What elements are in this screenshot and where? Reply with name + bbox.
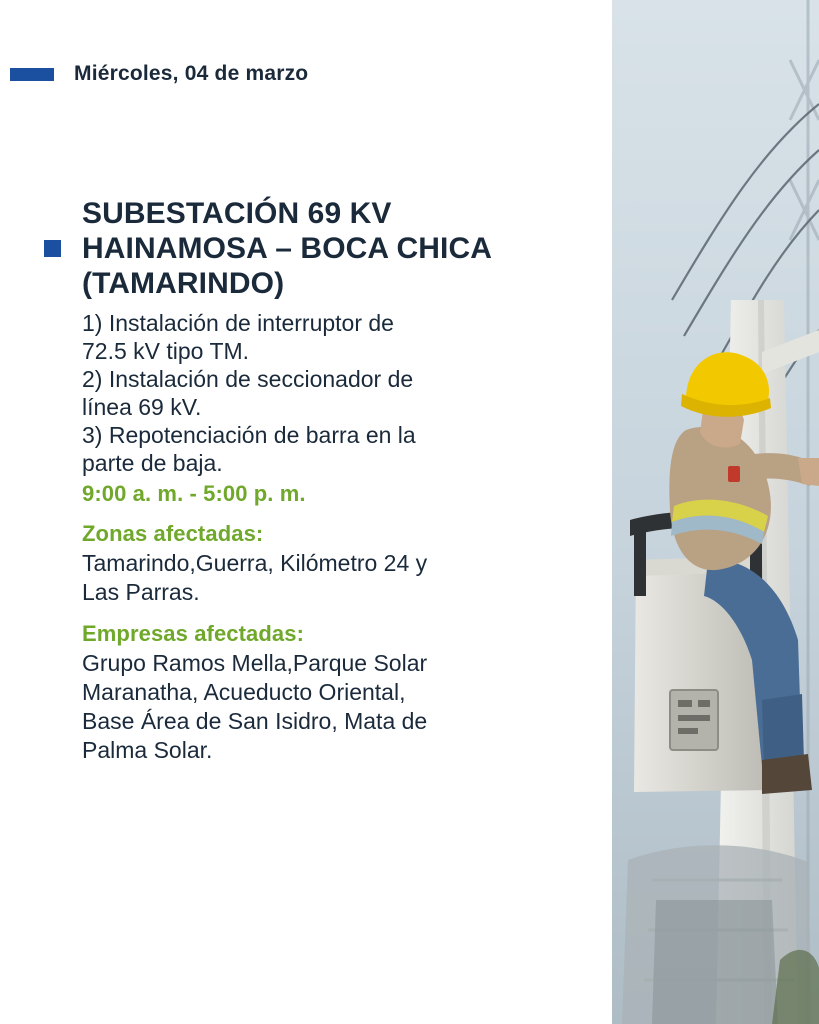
task-line: 72.5 kV tipo TM.: [82, 338, 250, 364]
task-line: 3) Repotenciación de barra en la: [82, 422, 416, 448]
zones-heading: Zonas afectadas:: [82, 521, 264, 546]
zones-section: [82, 521, 582, 607]
date-row: [0, 62, 308, 86]
companies-section: [82, 621, 582, 765]
zones-line: Tamarindo,Guerra, Kilómetro 24 y: [82, 550, 428, 576]
title-bullet-square: [44, 240, 61, 257]
zones-body: [82, 549, 582, 607]
photo-panel: [612, 0, 819, 1024]
title-line-3: (TAMARINDO): [82, 267, 285, 300]
date-label: Miércoles, 04 de marzo: [74, 62, 309, 85]
schedule-text: 9:00 a. m. - 5:00 p. m.: [82, 481, 306, 506]
companies-line: Base Área de San Isidro, Mata de: [82, 708, 428, 734]
task-line: 1) Instalación de interruptor de: [82, 310, 394, 336]
companies-line: Palma Solar.: [82, 737, 213, 763]
body-region: [82, 309, 582, 765]
zones-line: Las Parras.: [82, 579, 200, 605]
title-block: [44, 196, 589, 301]
companies-body: [82, 649, 582, 765]
title-line-2: HAINAMOSA – BOCA CHICA: [82, 232, 492, 265]
task-line: 2) Instalación de seccionador de: [82, 366, 414, 392]
companies-line: Maranatha, Acueducto Oriental,: [82, 679, 406, 705]
task-list: [82, 309, 582, 477]
companies-heading: Empresas afectadas:: [82, 621, 305, 646]
page-title: [82, 196, 492, 301]
task-line: línea 69 kV.: [82, 394, 202, 420]
title-line-1: SUBESTACIÓN 69 KV: [82, 197, 392, 230]
lineman-photo: [612, 0, 819, 1024]
companies-line: Grupo Ramos Mella,Parque Solar: [82, 650, 428, 676]
date-accent-bar: [10, 68, 54, 81]
task-line: parte de baja.: [82, 450, 223, 476]
